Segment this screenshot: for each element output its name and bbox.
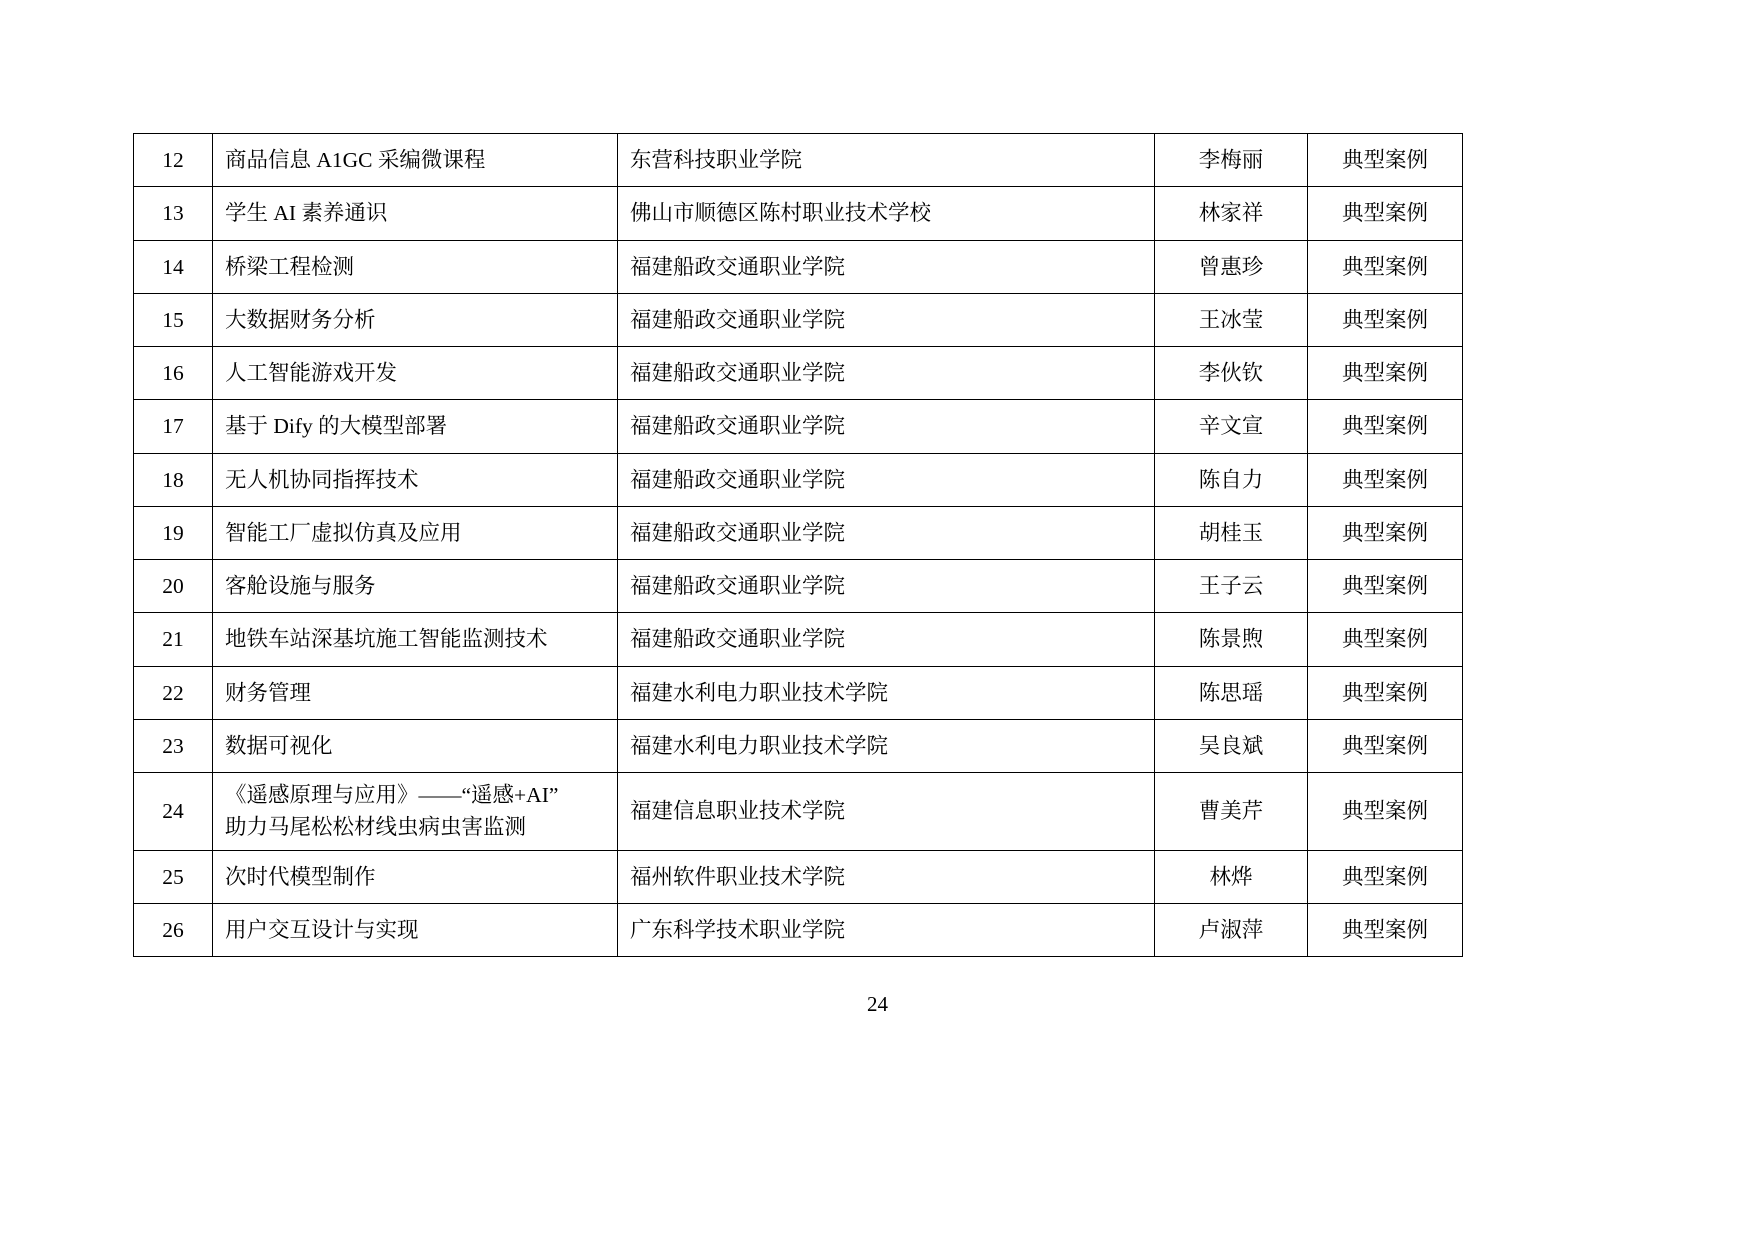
school-name: 福建船政交通职业学院	[618, 240, 1155, 293]
award-type: 典型案例	[1308, 560, 1463, 613]
course-name: 地铁车站深基坑施工智能监测技术	[213, 613, 618, 666]
course-name-line-1: 《遥感原理与应用》——“遥感+AI”	[225, 783, 559, 807]
table-row	[134, 506, 1463, 559]
award-type: 典型案例	[1308, 134, 1463, 187]
school-name: 福建船政交通职业学院	[618, 400, 1155, 453]
person-name: 李伙钦	[1155, 347, 1308, 400]
award-type: 典型案例	[1308, 453, 1463, 506]
school-name: 福建船政交通职业学院	[618, 347, 1155, 400]
person-name: 曾惠珍	[1155, 240, 1308, 293]
award-type: 典型案例	[1308, 187, 1463, 240]
course-name: 商品信息 A1GC 采编微课程	[213, 134, 618, 187]
page-number: 24	[867, 992, 888, 1016]
course-name	[213, 773, 618, 851]
school-name: 东营科技职业学院	[618, 134, 1155, 187]
school-name: 福建船政交通职业学院	[618, 613, 1155, 666]
school-name: 福建船政交通职业学院	[618, 506, 1155, 559]
course-name: 基于 Dify 的大模型部署	[213, 400, 618, 453]
person-name: 林烨	[1155, 850, 1308, 903]
award-type: 典型案例	[1308, 293, 1463, 346]
person-name: 胡桂玉	[1155, 506, 1308, 559]
course-name: 人工智能游戏开发	[213, 347, 618, 400]
row-index: 13	[134, 187, 213, 240]
row-index: 22	[134, 666, 213, 719]
school-name: 广东科学技术职业学院	[618, 903, 1155, 956]
course-name: 客舱设施与服务	[213, 560, 618, 613]
award-type: 典型案例	[1308, 903, 1463, 956]
table-row	[134, 240, 1463, 293]
award-type: 典型案例	[1308, 850, 1463, 903]
table-row	[134, 666, 1463, 719]
row-index: 24	[134, 773, 213, 851]
award-type: 典型案例	[1308, 506, 1463, 559]
award-type: 典型案例	[1308, 347, 1463, 400]
table-row	[134, 719, 1463, 772]
school-name: 福州软件职业技术学院	[618, 850, 1155, 903]
school-name: 福建船政交通职业学院	[618, 293, 1155, 346]
course-name: 学生 AI 素养通识	[213, 187, 618, 240]
row-index: 21	[134, 613, 213, 666]
table-row	[134, 347, 1463, 400]
table-row	[134, 134, 1463, 187]
school-name: 福建水利电力职业技术学院	[618, 719, 1155, 772]
person-name: 陈思瑶	[1155, 666, 1308, 719]
row-index: 14	[134, 240, 213, 293]
award-type: 典型案例	[1308, 666, 1463, 719]
course-name: 数据可视化	[213, 719, 618, 772]
school-name: 佛山市顺德区陈村职业技术学校	[618, 187, 1155, 240]
row-index: 18	[134, 453, 213, 506]
row-index: 12	[134, 134, 213, 187]
course-name: 大数据财务分析	[213, 293, 618, 346]
award-type: 典型案例	[1308, 240, 1463, 293]
row-index: 19	[134, 506, 213, 559]
course-name: 桥梁工程检测	[213, 240, 618, 293]
person-name: 李梅丽	[1155, 134, 1308, 187]
person-name: 曹美芹	[1155, 773, 1308, 851]
award-type: 典型案例	[1308, 719, 1463, 772]
person-name: 王子云	[1155, 560, 1308, 613]
row-index: 25	[134, 850, 213, 903]
course-name: 智能工厂虚拟仿真及应用	[213, 506, 618, 559]
row-index: 20	[134, 560, 213, 613]
table-row	[134, 453, 1463, 506]
course-list-table	[133, 133, 1463, 957]
row-index: 23	[134, 719, 213, 772]
table-row	[134, 850, 1463, 903]
table-row	[134, 773, 1463, 851]
course-name-line-2: 助力马尾松松材线虫病虫害监测	[225, 815, 527, 840]
course-name: 用户交互设计与实现	[213, 903, 618, 956]
table-row	[134, 903, 1463, 956]
course-name: 财务管理	[213, 666, 618, 719]
person-name: 陈自力	[1155, 453, 1308, 506]
person-name: 吴良斌	[1155, 719, 1308, 772]
person-name: 卢淑萍	[1155, 903, 1308, 956]
person-name: 王冰莹	[1155, 293, 1308, 346]
person-name: 陈景煦	[1155, 613, 1308, 666]
table-row	[134, 187, 1463, 240]
row-index: 15	[134, 293, 213, 346]
course-name: 无人机协同指挥技术	[213, 453, 618, 506]
award-type: 典型案例	[1308, 613, 1463, 666]
table-row	[134, 613, 1463, 666]
table-row	[134, 560, 1463, 613]
table-row	[134, 293, 1463, 346]
school-name: 福建信息职业技术学院	[618, 773, 1155, 851]
table-row	[134, 400, 1463, 453]
award-type: 典型案例	[1308, 773, 1463, 851]
row-index: 26	[134, 903, 213, 956]
school-name: 福建船政交通职业学院	[618, 453, 1155, 506]
row-index: 17	[134, 400, 213, 453]
row-index: 16	[134, 347, 213, 400]
award-type: 典型案例	[1308, 400, 1463, 453]
school-name: 福建水利电力职业技术学院	[618, 666, 1155, 719]
school-name: 福建船政交通职业学院	[618, 560, 1155, 613]
course-name: 次时代模型制作	[213, 850, 618, 903]
person-name: 辛文宣	[1155, 400, 1308, 453]
person-name: 林家祥	[1155, 187, 1308, 240]
